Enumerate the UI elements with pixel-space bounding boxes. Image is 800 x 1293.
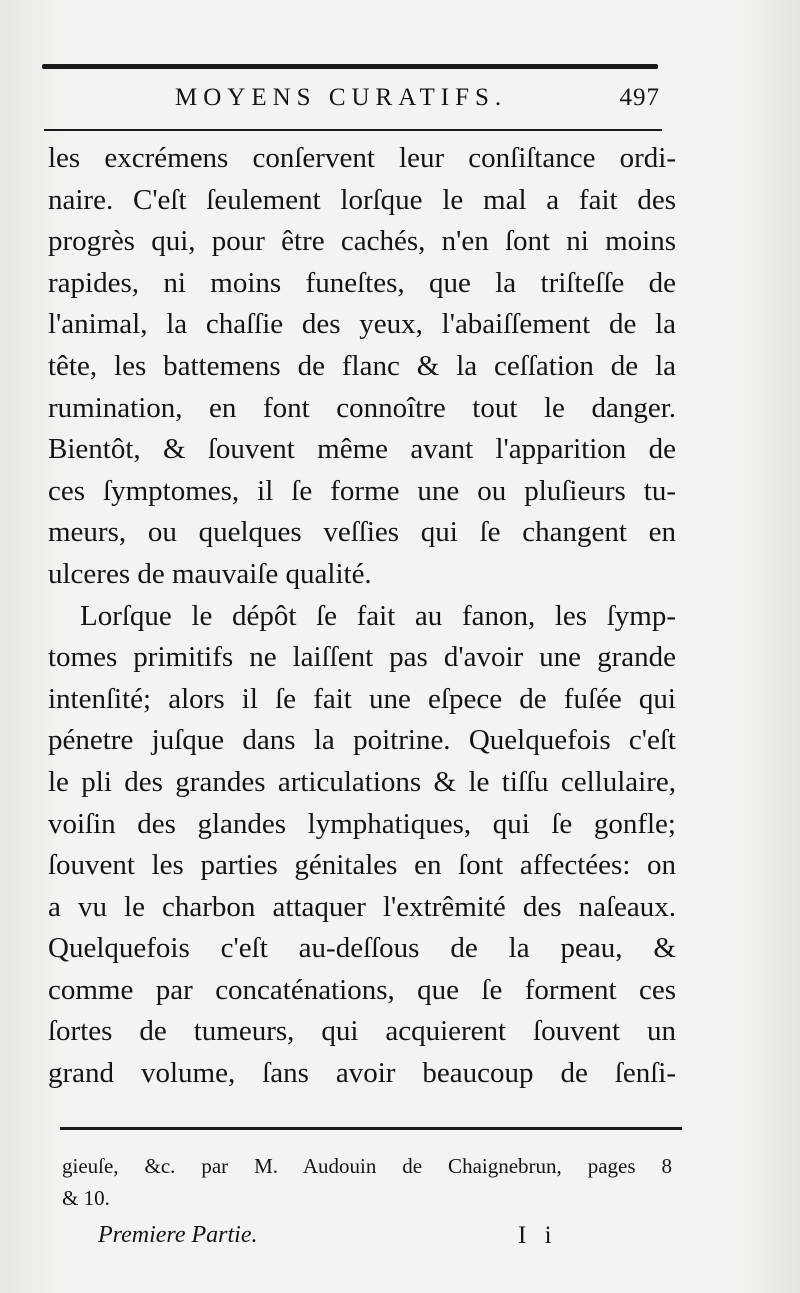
- text-line: ſortes de tumeurs, qui acquierent ſouvent un: [48, 1015, 676, 1048]
- text-line: rumination, en font connoître tout le danger.: [48, 391, 676, 424]
- text-line: ces ſymptomes, il ſe forme une ou pluſieurs tu-: [48, 474, 676, 507]
- text-line: voiſin des glandes lymphatiques, qui ſe gonfle;: [48, 807, 676, 840]
- footnote-line: & 10.: [62, 1186, 110, 1210]
- footnote-rule: [60, 1127, 682, 1130]
- text-line: intenſité; alors il ſe fait une eſpece de fuſée qui: [48, 682, 676, 715]
- signature-mark: I i: [518, 1222, 558, 1249]
- text-line: le pli des grandes articulations & le tiſſu cellulaire,: [48, 765, 676, 798]
- running-title: MOYENS CURATIFS.: [175, 84, 508, 111]
- text-line: a vu le charbon attaquer l'extrêmité des naſeaux.: [48, 890, 676, 923]
- text-line: comme par concaténations, que ſe forment ces: [48, 973, 676, 1006]
- text-line: tête, les battemens de flanc & la ceſſation de la: [48, 349, 676, 382]
- main-text: [48, 138, 676, 1095]
- text-line: rapides, ni moins funeſtes, que la triſteſſe de: [48, 266, 676, 299]
- text-line: meurs, ou quelques veſſies qui ſe changent en: [48, 516, 676, 549]
- text-line: naire. C'eſt ſeulement lorſque le mal a fait des: [48, 183, 676, 216]
- text-line: grand volume, ſans avoir beaucoup de ſenſi-: [48, 1057, 676, 1090]
- footnote: [62, 1150, 672, 1214]
- footnote-line: gieuſe, &c. par M. Audouin de Chaignebrun, pages 8: [62, 1154, 672, 1178]
- text-line: Bientôt, & ſouvent même avant l'apparition de: [48, 433, 676, 466]
- running-header: [60, 84, 660, 122]
- page-number: 497: [619, 84, 660, 111]
- text-line: Quelquefois c'eſt au-deſſous de la peau, &: [48, 932, 676, 965]
- signature-part: Premiere Partie.: [98, 1222, 258, 1248]
- header-rule: [44, 129, 662, 131]
- top-rule: [42, 64, 658, 69]
- text-line: Lorſque le dépôt ſe fait au fanon, les ſymp-: [80, 599, 676, 632]
- text-line: ſouvent les parties génitales en ſont affectées: on: [48, 849, 676, 882]
- text-line: pénetre juſque dans la poitrine. Quelquefois c'eſt: [48, 724, 676, 757]
- text-line: tomes primitifs ne laiſſent pas d'avoir une grande: [48, 641, 676, 674]
- text-line: progrès qui, pour être cachés, n'en ſont ni moins: [48, 225, 676, 258]
- text-line: l'animal, la chaſſie des yeux, l'abaiſſement de la: [48, 308, 676, 341]
- text-line: ulceres de mauvaiſe qualité.: [48, 557, 372, 590]
- text-line: les excrémens conſervent leur conſiſtance ordi-: [48, 142, 676, 174]
